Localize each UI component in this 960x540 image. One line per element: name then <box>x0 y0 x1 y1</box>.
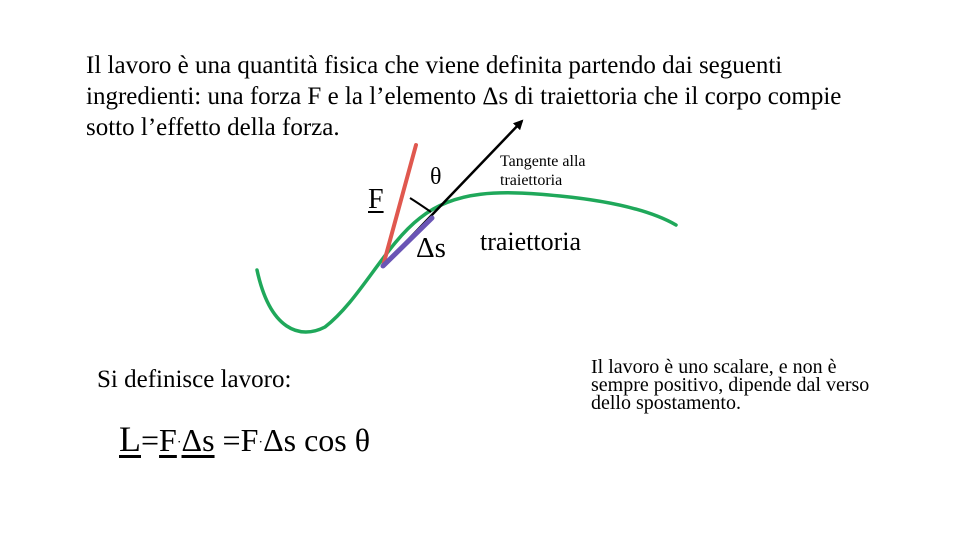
trajectory-label: traiettoria <box>480 227 582 256</box>
intro-paragraph: Il lavoro è una quantità fisica che viene definita partendo dai seguenti ingredienti: una forza F e la l’elemento Δs di traiettoria che il corpo compie sotto l’effetto della forza. <box>86 52 842 141</box>
trajectory-curve <box>257 193 676 332</box>
displacement-label: Δs <box>416 232 446 264</box>
formula-equals-F: =F <box>214 422 259 458</box>
formula-L: L <box>119 419 141 459</box>
formula-ds: Δs <box>181 422 215 458</box>
formula-dot-2: · <box>258 435 264 451</box>
work-formula <box>119 418 370 460</box>
definition-label: Si definisce lavoro: <box>97 366 292 393</box>
formula-equals: = <box>141 422 160 458</box>
formula-ds-cos-theta: Δs cos θ <box>263 422 371 458</box>
scalar-note: Il lavoro è uno scalare, e non è sempre positivo, dipende dal verso dello spostamento. <box>591 356 870 414</box>
formula-dot: · <box>176 435 182 451</box>
angle-arc <box>410 198 431 212</box>
tangent-label: Tangente alla traiettoria <box>500 153 586 189</box>
force-label: F <box>368 184 384 215</box>
angle-label: θ <box>430 164 442 190</box>
formula-F: F <box>159 422 177 458</box>
